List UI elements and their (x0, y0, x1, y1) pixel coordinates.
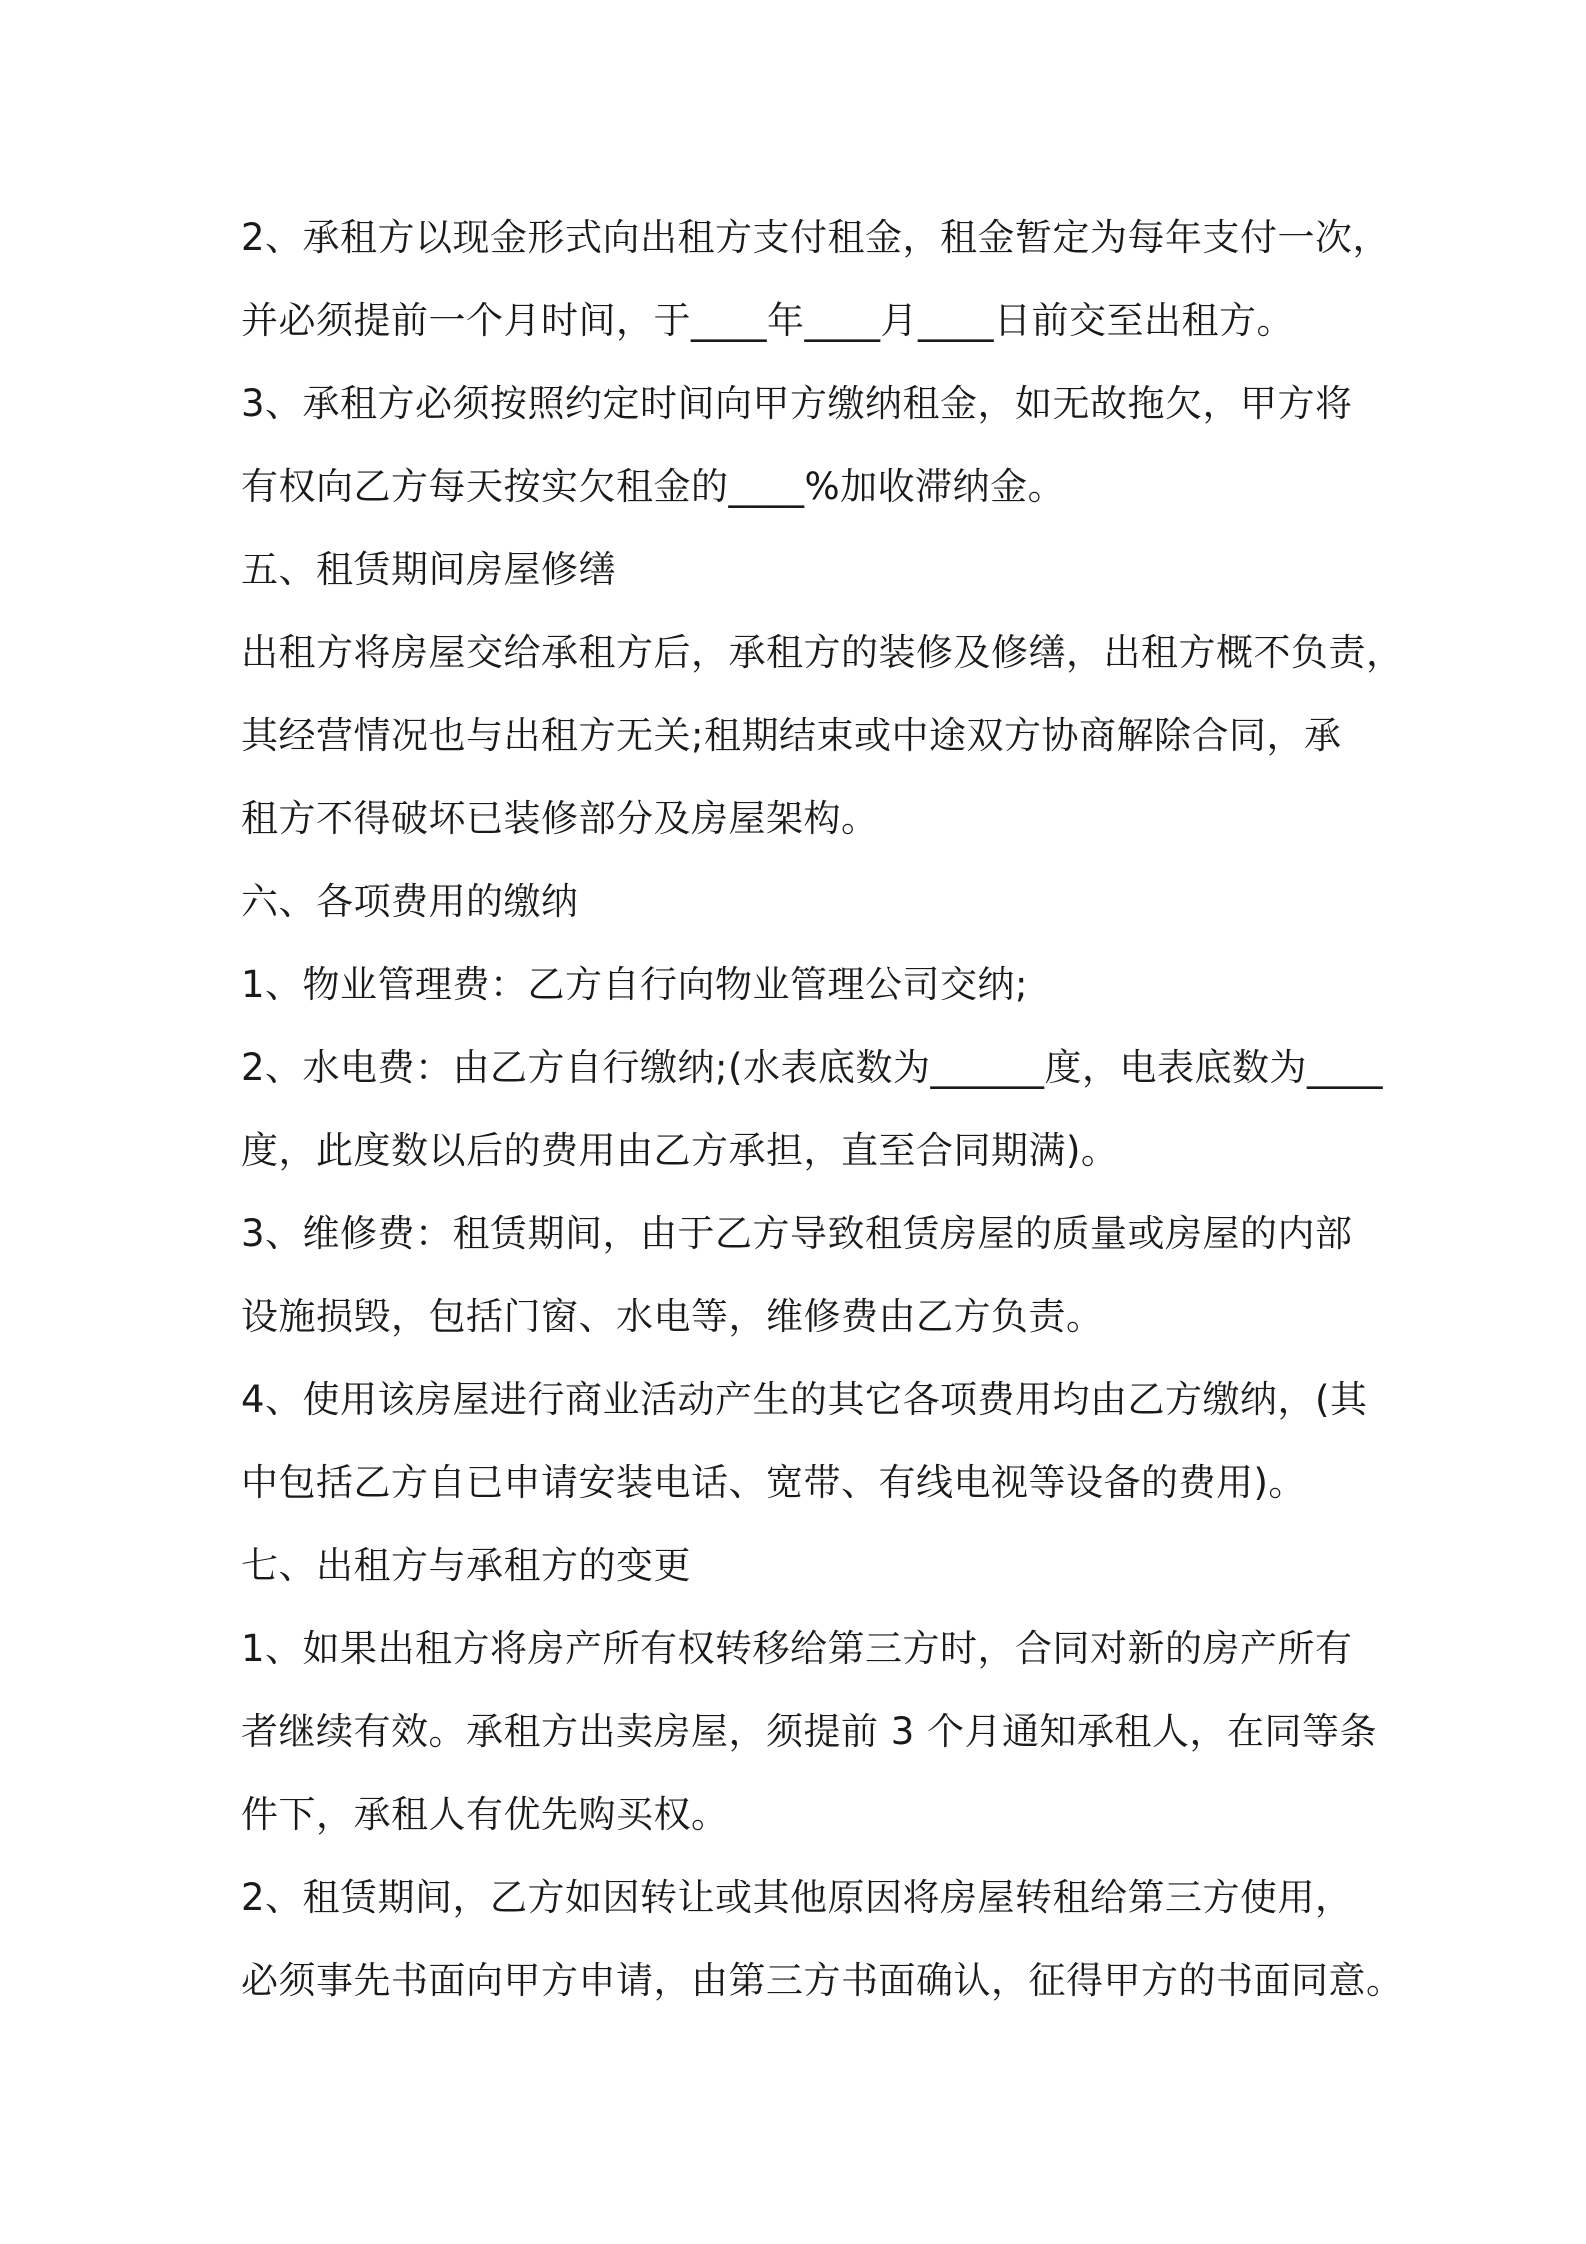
clause-3-late-fee-line-1: 3、承租方必须按照约定时间向甲方缴纳租金，如无故拖欠，甲方将 (241, 382, 1353, 425)
section-6-item-2-line-2: 度，此度数以后的费用由乙方承担，直至合同期满)。 (241, 1129, 1119, 1172)
section-5-paragraph-line-3: 租方不得破坏已装修部分及房屋架构。 (241, 797, 879, 840)
section-7-item-1-line-1: 1、如果出租方将房产所有权转移给第三方时，合同对新的房产所有 (241, 1627, 1353, 1670)
section-6-item-4-line-1: 4、使用该房屋进行商业活动产生的其它各项费用均由乙方缴纳，(其 (241, 1378, 1368, 1421)
section-6-heading: 六、各项费用的缴纳 (241, 880, 579, 923)
clause-3-late-fee-line-2: 有权向乙方每天按实欠租金的____%加收滞纳金。 (241, 465, 1066, 508)
section-7-item-1-line-2: 者继续有效。承租方出卖房屋，须提前 3 个月通知承租人，在同等条 (241, 1710, 1378, 1753)
section-7-item-1-line-3: 件下，承租人有优先购买权。 (241, 1793, 729, 1836)
section-5-paragraph-line-2: 其经营情况也与出租方无关;租期结束或中途双方协商解除合同，承 (241, 714, 1342, 757)
clause-2-rent-payment-line-2: 并必须提前一个月时间，于____年____月____日前交至出租方。 (241, 299, 1294, 342)
section-5-paragraph-line-1: 出租方将房屋交给承租方后，承租方的装修及修缮，出租方概不负责， (241, 631, 1404, 674)
section-7-heading: 七、出租方与承租方的变更 (241, 1544, 691, 1587)
section-7-item-2-line-1: 2、租赁期间，乙方如因转让或其他原因将房屋转租给第三方使用， (241, 1876, 1353, 1919)
section-7-item-2-line-2: 必须事先书面向甲方申请，由第三方书面确认，征得甲方的书面同意。 (241, 1959, 1404, 2002)
section-5-heading: 五、租赁期间房屋修缮 (241, 548, 616, 591)
clause-2-rent-payment-line-1: 2、承租方以现金形式向出租方支付租金，租金暂定为每年支付一次， (241, 216, 1391, 259)
section-6-item-2-line-1: 2、水电费：由乙方自行缴纳;(水表底数为______度，电表底数为____ (241, 1046, 1383, 1089)
section-6-item-1: 1、物业管理费：乙方自行向物业管理公司交纳; (241, 963, 1029, 1006)
section-6-item-3-line-2: 设施损毁，包括门窗、水电等，维修费由乙方负责。 (241, 1295, 1104, 1338)
section-6-item-4-line-2: 中包括乙方自已申请安装电话、宽带、有线电视等设备的费用)。 (241, 1461, 1306, 1504)
section-6-item-3-line-1: 3、维修费：租赁期间，由于乙方导致租赁房屋的质量或房屋的内部 (241, 1212, 1353, 1255)
